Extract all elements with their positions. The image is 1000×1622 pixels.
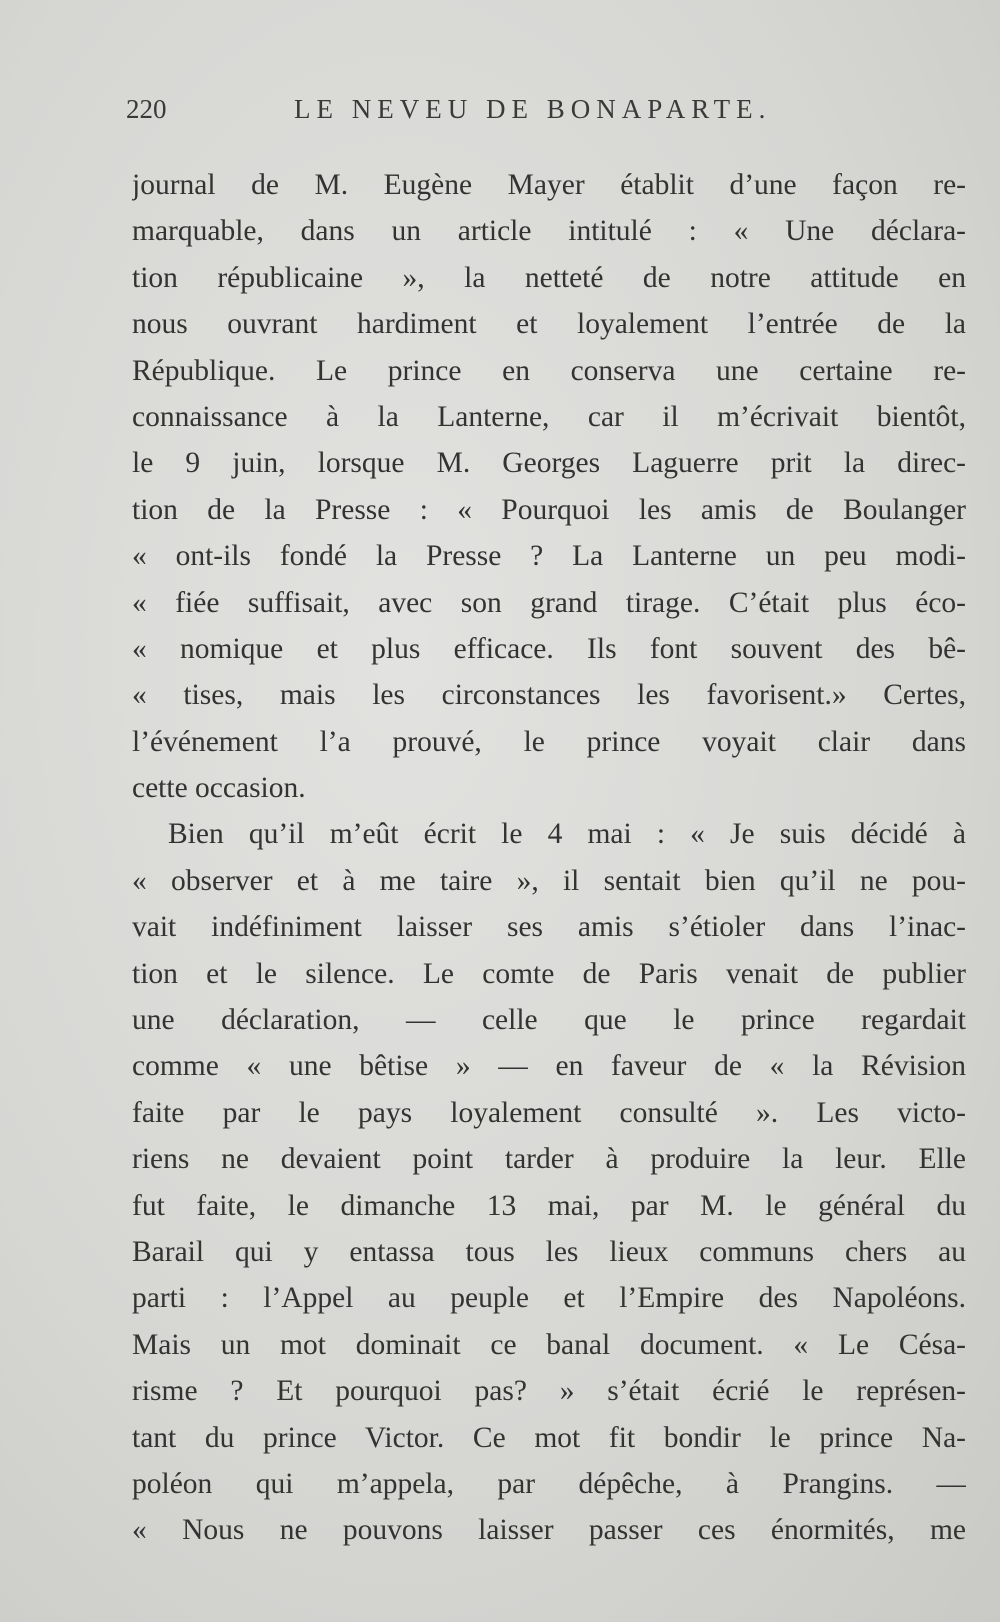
text-line: tion de la Presse : « Pourquoi les amis de Boulanger	[132, 493, 966, 526]
text-line: « nomique et plus efficace. Ils font souvent des bê-	[132, 632, 966, 665]
text-line: comme « une bêtise » — en faveur de « la Révision	[132, 1050, 966, 1083]
text-line: une déclaration, — celle que le prince regardait	[132, 1004, 966, 1037]
text-line: journal de M. Eugène Mayer établit d’une façon re-	[132, 169, 966, 201]
text-line: connaissance à la Lanterne, car il m’écrivait bientôt,	[132, 400, 966, 433]
text-line: « tises, mais les circonstances les favorisent.» Certes,	[132, 679, 966, 712]
text-line: République. Le prince en conserva une certaine re-	[132, 354, 966, 387]
text-line: nous ouvrant hardiment et loyalement l’entrée de la	[132, 308, 966, 341]
text-line: vait indéfiniment laisser ses amis s’étioler dans l’inac-	[132, 911, 966, 944]
text-line: le 9 juin, lorsque M. Georges Laguerre prit la direc-	[132, 447, 966, 480]
text-line: cette occasion.	[132, 772, 306, 805]
text-line: Bien qu’il m’eût écrit le 4 mai : « Je suis décidé à	[168, 818, 966, 851]
text-line: parti : l’Appel au peuple et l’Empire des Napoléons.	[132, 1282, 966, 1315]
text-line: tant du prince Victor. Ce mot fit bondir le prince Na-	[132, 1421, 966, 1454]
text-line: fut faite, le dimanche 13 mai, par M. le général du	[132, 1189, 966, 1222]
running-title: LE NEVEU DE BONAPARTE.	[294, 94, 772, 124]
text-line: « ont-ils fondé la Presse ? La Lanterne un peu modi-	[132, 540, 966, 573]
text-line: Barail qui y entassa tous les lieux communs chers au	[132, 1235, 966, 1268]
text-line: riens ne devaient point tarder à produire la leur. Elle	[132, 1143, 966, 1176]
text-line: risme ? Et pourquoi pas? » s’était écrié le représen-	[132, 1375, 966, 1408]
text-line: « fiée suffisait, avec son grand tirage. C’était plus éco-	[132, 586, 966, 619]
page-number: 220	[126, 94, 167, 124]
text-line: faite par le pays loyalement consulté ». Les victo-	[132, 1096, 966, 1129]
text-line: marquable, dans un article intitulé : « Une déclara-	[132, 215, 966, 248]
body-text	[132, 162, 966, 1554]
text-line: tion républicaine », la netteté de notre attitude en	[132, 261, 966, 294]
text-line: « observer et à me taire », il sentait bien qu’il ne pou-	[132, 864, 966, 897]
text-line: l’événement l’a prouvé, le prince voyait clair dans	[132, 725, 966, 758]
running-header	[126, 94, 966, 130]
text-line: « Nous ne pouvons laisser passer ces énormités, me	[132, 1514, 966, 1547]
text-line: poléon qui m’appela, par dépêche, à Prangins. —	[132, 1467, 966, 1500]
text-line: Mais un mot dominait ce banal document. « Le Césa-	[132, 1328, 966, 1361]
text-line: tion et le silence. Le comte de Paris venait de publier	[132, 957, 966, 990]
